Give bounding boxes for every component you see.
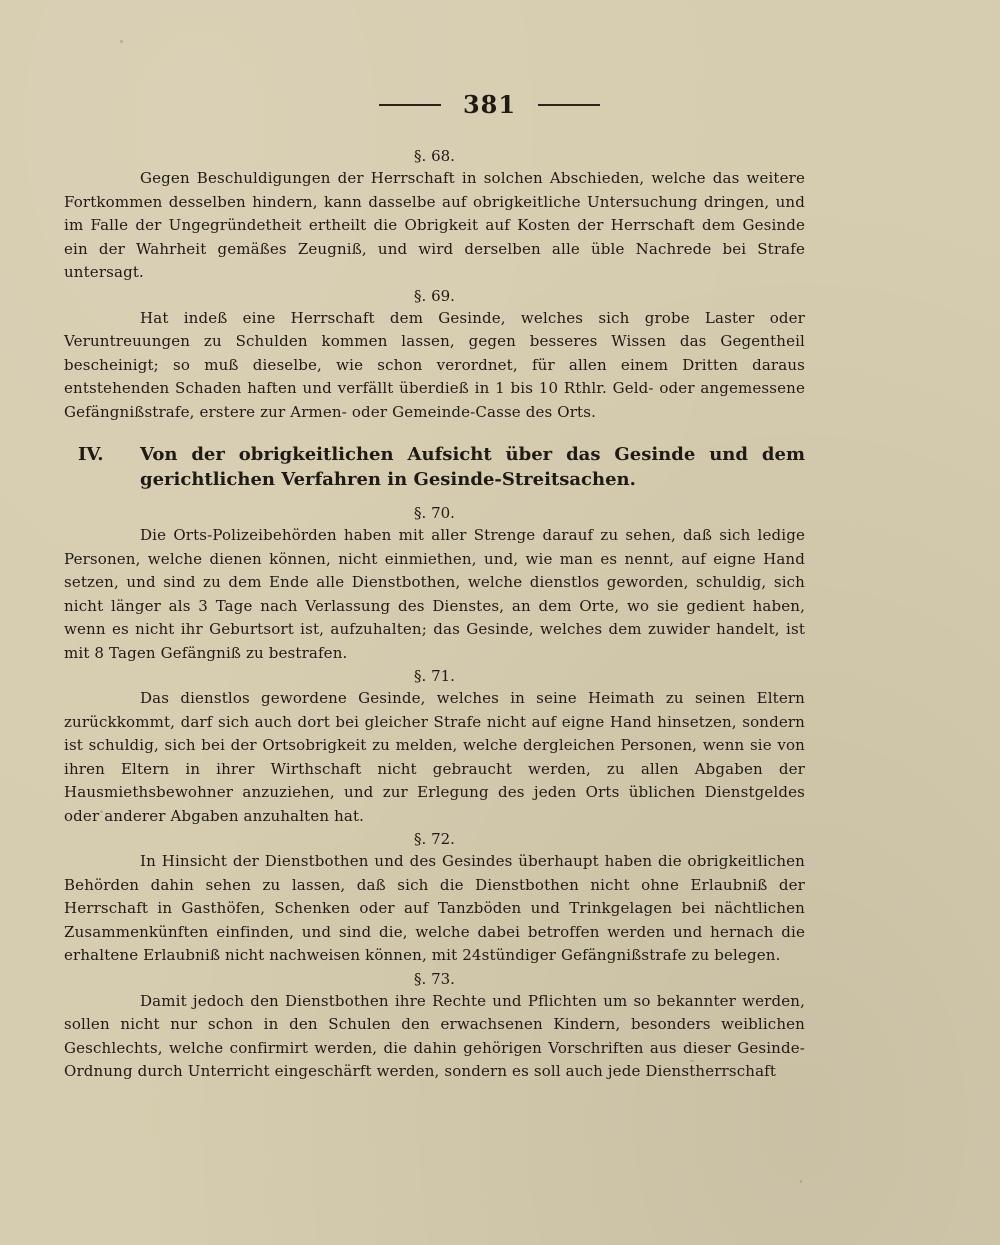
section-68-paragraph: Gegen Beschuldigungen der Herrschaft in solchen Abschieden, welche das weitere Fortkommen desselben hindern, kann dasselbe auf obrigkeitliche Untersuchung dringen, und im Falle der Ungegründetheit ertheilt die Obrigkeit auf Kosten der Herrschaft dem Gesinde ein der Wahrheit gemäßes Zeugniß, und wird derselben alle üble Nachrede bei Strafe untersagt. xyxy=(64,169,805,281)
chapter-heading xyxy=(64,442,805,492)
section-71-heading: §. 71. xyxy=(414,667,455,685)
section-70-heading: §. 70. xyxy=(414,504,455,522)
paper-speck xyxy=(800,1180,802,1183)
section-70-paragraph: Die Orts-Polizeibehörden haben mit aller Strenge darauf zu sehen, daß sich ledige Personen, welche dienen können, nicht einmiethen, und, wie man es nennt, auf eigne Hand setzen, und sind zu dem Ende alle Dienstbothen, welche dienstlos geworden, schuldig, sich nicht länger als 3 Tage nach Verlassung des Dienstes, an dem Orte, wo sie gedient haben, wenn es nicht ihr Geburtsort ist, aufzuhalten; das Gesinde, welches dem zuwider handelt, ist mit 8 Tagen Gefängniß zu bestrafen. xyxy=(64,526,805,662)
paper-speck xyxy=(100,810,103,813)
page-number: 381 xyxy=(462,90,517,119)
section-72-heading: §. 72. xyxy=(414,830,455,848)
section-68-heading: §. 68. xyxy=(414,147,455,165)
section-71-paragraph: Das dienstlos gewordene Gesinde, welches in seine Heimath zu seinen Eltern zurückkommt, darf sich auch dort bei gleicher Strafe nicht auf eigne Hand hinsetzen, sondern ist schuldig, sich bei der Ortsobrigkeit zu melden, welche dergleichen Personen, wenn sie von ihren Eltern in ihrer Wirthschaft nicht gebraucht werden, zu allen Abgaben der Hausmiethsbewohner anzuziehen, und zur Erlegung des jeden Orts üblichen Dienstgeldes oder anderer Abgaben anzuhalten hat. xyxy=(64,689,805,825)
paper-speck xyxy=(120,40,123,43)
section-69-heading: §. 69. xyxy=(414,286,455,305)
header-rule-right xyxy=(538,104,600,106)
chapter-number: IV. xyxy=(78,444,104,465)
section-69-paragraph: Hat indeß eine Herrschaft dem Gesinde, welches sich grobe Laster oder Veruntreuungen zu Schulden kommen lassen, gegen besseres Wissen das Gegentheil bescheinigt; so muß dieselbe, wie schon verordnet, für allen einem Dritten daraus entstehenden Schaden haften und verfällt überdieß in 1 bis 10 Rthlr. Geld- oder angemessene Gefängnißstrafe, erstere zur Armen- oder Gemeinde-Casse des Orts. xyxy=(64,308,805,421)
paper-speck xyxy=(690,1060,694,1062)
section-73-paragraph: Damit jedoch den Dienstbothen ihre Rechte und Pflichten um so bekannter werden, sollen nicht nur schon in den Schulen den erwachsenen Kindern, besonders weiblichen Geschlechts, welche confirmirt werden, die dahin gehörigen Vorschriften aus dieser Gesinde-Ordnung durch Unterricht eingeschärft werden, sondern es soll auch jede Dienstherrschaft xyxy=(64,991,805,1080)
section-73-heading: §. 73. xyxy=(414,969,455,988)
section-72-paragraph: In Hinsicht der Dienstbothen und des Gesindes überhaupt haben die obrigkeitlichen Behörden dahin sehen zu lassen, daß sich die Dienstbothen nicht ohne Erlaubniß der Herrschaft in Gasthöfen, Schenken oder auf Tanzböden und Trinkgelagen bei nächtlichen Zusammenkünften einfinden, und sind die, welche dabei betroffen werden und hernach die erhaltene Erlaubniß nicht nachweisen können, mit 24stündiger Gefängnißstrafe zu belegen. xyxy=(64,852,805,964)
chapter-title: Von der obrigkeitlichen Aufsicht über das Gesinde und dem gerichtlichen Verfahren in Gesinde-Streitsachen. xyxy=(140,444,805,490)
header-rule-left xyxy=(379,104,441,106)
page-body xyxy=(64,145,805,1084)
page-header xyxy=(64,90,805,119)
